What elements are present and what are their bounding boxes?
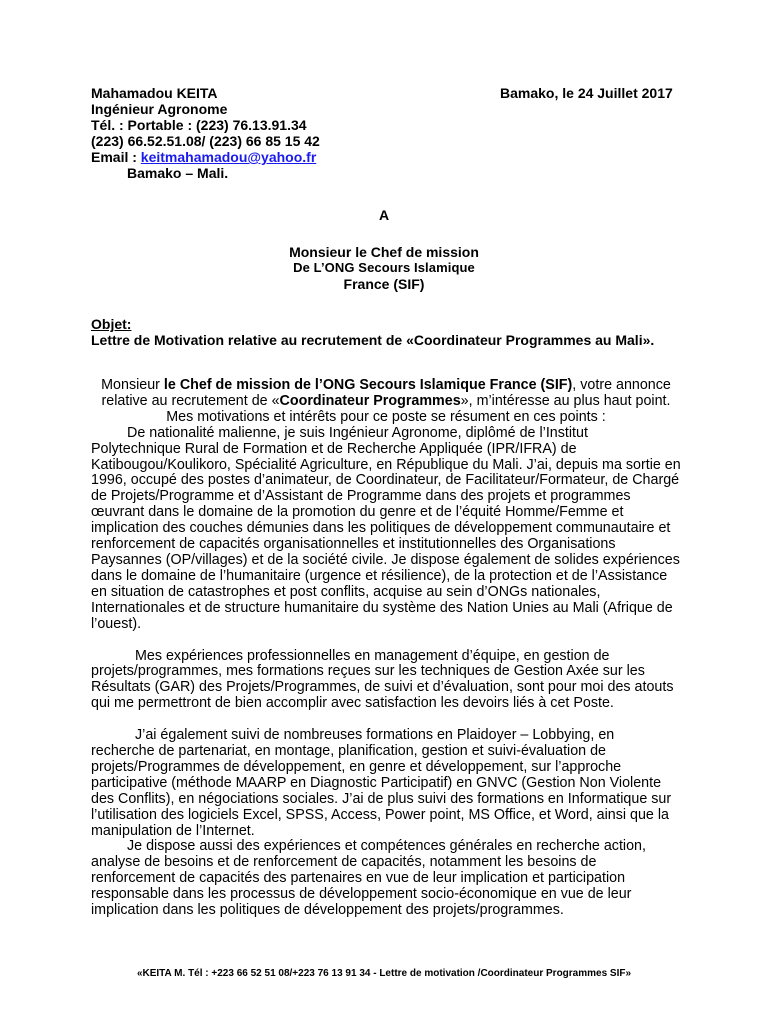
sender-phone-1: Tél. : Portable : (223) 76.13.91.34	[91, 117, 307, 133]
letter-body	[91, 378, 681, 919]
body-paragraph-2: Mes motivations et intérêts pour ce poste se résument en ces points :	[166, 408, 606, 425]
paragraph-gap	[91, 633, 681, 649]
body-paragraph-1	[91, 378, 681, 410]
paragraph-gap	[91, 712, 681, 728]
sender-name: Mahamadou KEITA	[91, 85, 218, 101]
recipient-line-2: De L’ONG Secours Islamique	[293, 260, 475, 275]
email-label: Email :	[91, 149, 141, 165]
subject-block	[91, 316, 654, 348]
sender-phone-2: (223) 66.52.51.08/ (223) 66 85 15 42	[91, 133, 320, 149]
body-paragraph-6: Je dispose aussi des expériences et compétences générales en recherche action, analyse de besoins et de renforcement de capacités, notamment les besoins de renforcement de capacités des partenaires en vue de leur implication et participation responsable dans les processus de développement socio-économique en vue de leur implication dans les politiques de développement des projets/programmes.	[91, 838, 646, 919]
p1-text-d: Coordinateur Programmes	[279, 392, 461, 409]
p1-text-e: », m’intéresse au plus haut point.	[460, 392, 671, 409]
recipient-line-1: Monsieur le Chef de mission	[289, 244, 479, 260]
sender-email-line	[91, 149, 320, 165]
body-paragraph-4: Mes expériences professionnelles en management d’équipe, en gestion de projets/programmes, mes formations reçues sur les techniques de Gestion Axée sur les Résultats (GAR) des Projets/Programmes, de suivi et d’évaluation, sont pour moi des atouts qui me permettront de bien accomplir avec satisfaction les devoirs liés à cet Poste.	[91, 647, 674, 712]
date-place: Bamako, le 24 Juillet 2017	[500, 85, 673, 101]
sender-block	[91, 85, 320, 181]
subject-text: Lettre de Motivation relative au recrutement de «Coordinateur Programmes au Mali».	[91, 332, 655, 348]
p1-text-c: , votre annonce relative au recrutement de «	[101, 377, 671, 409]
sender-city: Bamako – Mali.	[127, 165, 229, 181]
body-paragraph-5: J’ai également suivi de nombreuses formations en Plaidoyer – Lobbying, en recherche de partenariat, en montage, planification, gestion et suivi-évaluation de projets/Programmes de développement, en genre et développement, sur l’approche participative (méthode MAARP en Diagnostic Participatif) en GNVC (Gestion Non Violente des Conflits), en négociations sociales. J’ai de plus suivi des formations en Informatique sur l’utilisation des logiciels Excel, SPSS, Access, Power point, MS Office, et Word, ainsi que la manipulation de l’Internet.	[91, 727, 672, 839]
p1-text-b: le Chef de mission de l’ONG Secours Islamique France (SIF)	[163, 377, 573, 393]
recipient-block	[0, 207, 768, 292]
email-link[interactable]: keitmahamadou@yahoo.fr	[140, 149, 317, 165]
recipient-line-3: France (SIF)	[343, 276, 425, 292]
p1-text-a: Monsieur	[101, 377, 164, 393]
body-paragraph-3: De nationalité malienne, je suis Ingénieur Agronome, diplômé de l’Institut Polytechnique Rural de Formation et de Recherche Appliquée (IPR/IFRA) de Katibougou/Koulikoro, Spécialité Agriculture, en République du Mali. J’ai, depuis ma sortie en 1996, occupé des postes d’animateur, de Coordinateur, de Facilitateur/Formateur, de Chargé de Projets/Programme et d’Assistant de Programme dans des projets et programmes œuvrant dans le domaine de la promotion du genre et de l’équité Homme/Femme et implication des couches démunies dans les politiques de développement communautaire et renforcement de capacités organisationnelles et institutionnelles des Organisations Paysannes (OP/villages) et de la société civile. Je dispose également de solides expériences dans le domaine de l’humanitaire (urgence et résilience), de la protection et de l’Assistance en situation de catastrophes et post conflits, acquise au sein d’ONGs nationales, Internationales et de structure humanitaire du système des Nation Unies au Mali (Afrique de l’ouest).	[91, 424, 681, 632]
recipient-a: A	[378, 207, 390, 223]
subject-label: Objet:	[91, 316, 132, 332]
sender-title: Ingénieur Agronome	[91, 101, 228, 117]
page-footer: «KEITA M. Tél : +223 66 52 51 08/+223 76 13 91 34 - Lettre de motivation /Coordinateur Programmes SIF»	[136, 968, 632, 979]
